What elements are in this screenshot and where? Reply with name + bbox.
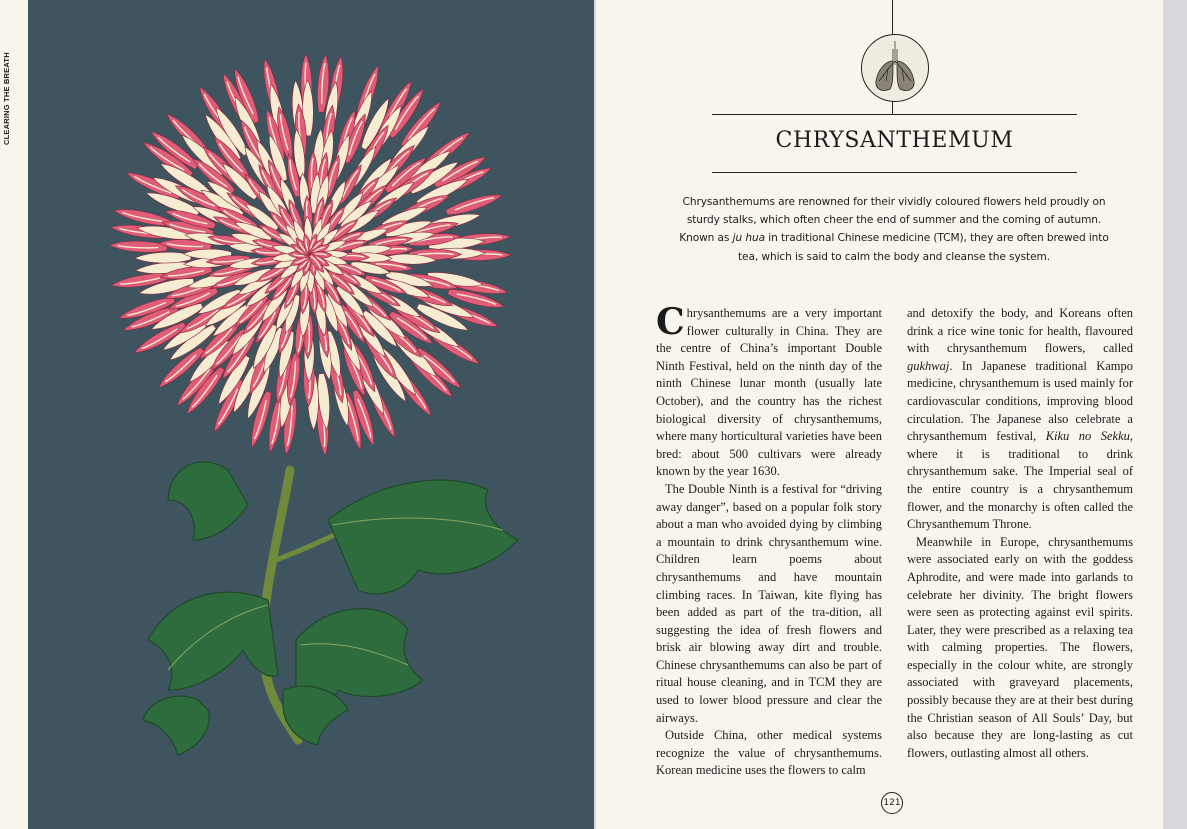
lungs-emblem [861,34,929,102]
lungs-icon [862,35,928,101]
intro-text: Chrysanthemums are renowned for their vividly coloured flowers held proudly on sturdy stalks, which often cheer the end of summer and the coming of autumn. Known as [679,196,1106,245]
intro-italic-term: ju hua [732,232,765,245]
title-bottom-rule [712,172,1077,173]
chrysanthemum-illustration [28,0,594,829]
body-column-left [656,301,882,780]
paragraph-text: . In Japanese traditional Kampo medicine, chrysanthemum is used mainly for cardiovascular conditions, improving blood circulation. The Japanese also celebrate a chrysanthemum festival, [907,358,1133,444]
body-paragraph: Meanwhile in Europe, chrysanthemums were associated early on with the goddess Aphrodite, and were made into garlands to celebrate her divinity. The bright flowers were seen as protecting against evil spirits. Later, they were prescribed as a relaxing tea with calming properties. The flowers, especially in the colour white, are strongly associated with graveyard placements, possibly because they are at their best during the Christian season of All Souls’ Day, but also because they are long-lasting as cut flowers, outlasting almost all others. [907,534,1133,760]
top-rule-line [892,0,893,34]
page-edge [1163,0,1187,829]
paragraph-text: and detoxify the body, and Koreans often drink a rice wine tonic for health, flavoured with chrysanthemum flowers, called [907,306,1133,356]
body-column-right [907,305,1133,762]
intro-text-end: in traditional Chinese medicine (TCM), they are often brewed into tea, which is said to calm the body and cleanse the system. [738,232,1109,263]
spine-tab [0,0,28,829]
body-paragraph [907,305,1133,534]
intro-paragraph [674,193,1114,266]
body-paragraph: Outside China, other medical systems recognize the value of chrysanthemums. Korean medicine uses the flowers to calm [656,728,882,778]
title-top-rule [712,114,1077,115]
flower-head [109,54,511,456]
italic-term: Kiku no Sekku [1045,429,1130,444]
paragraph-text: , where it is traditional to drink chrysanthemum sake. The Imperial seal of the entire country is a chrysanthemum flower, and the monarchy is often called the Chrysanthemum Throne. [907,429,1133,532]
drop-cap: C [656,301,685,343]
paragraph-text: hrysanthemums are a very important flower culturally in China. They are the centre of China’s important Double Ninth Festival, held on the ninth day of the ninth Chinese lunar month (usually late October), and the country has the richest biological diversity of chrysanthemums, where many horticultural varieties have been bred: about 500 cultivars were already known by the year 1630. [656,306,882,479]
medallion-stem-line [892,100,893,114]
illustration-panel [28,0,594,829]
page-number: 121 [881,792,903,814]
body-paragraph [656,301,882,481]
italic-term: gukhwaj [907,358,950,373]
body-paragraph: The Double Ninth is a festival for “driving away danger”, based on a popular folk story about a man who avoided dying by climbing a mountain to drink chrysanthemum wine. Children learn poems about chrysanthemums and have mountain climbing races. In Taiwan, kite flying has been added as part of the tra-dition, all suggesting the idea of fresh flowers and brisk air blowing away dirt and trouble. Chinese chrysanthemums can also be part of ritual house cleaning, and in TCM they are used to lower blood pressure and clear the airways. [656,481,882,725]
page-title: CHRYSANTHEMUM [775,128,1014,153]
section-spine-label: CLEARING THE BREATH [2,52,11,145]
